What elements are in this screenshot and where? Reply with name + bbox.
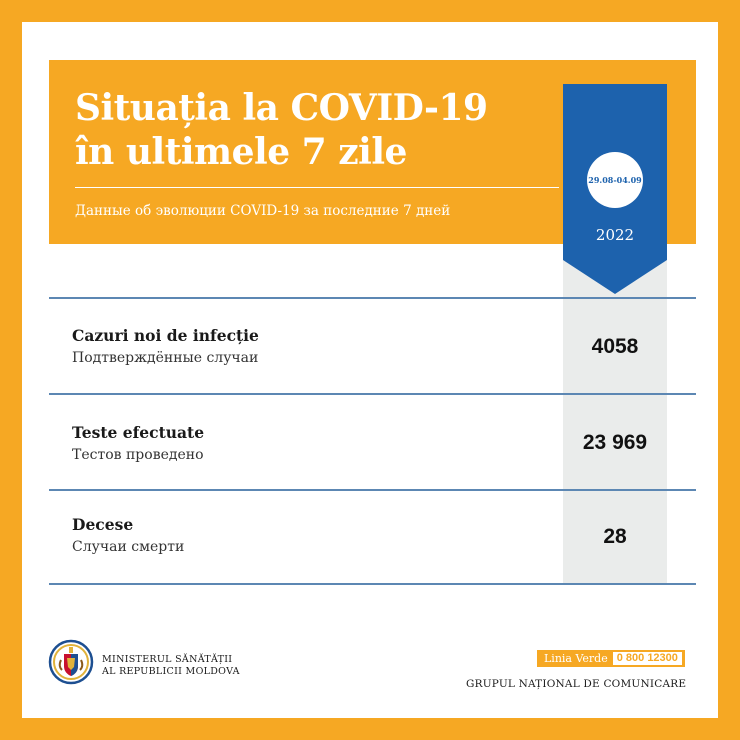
period-dates [587, 152, 643, 208]
stat-label-ru: Подтверждённые случаи [72, 350, 259, 366]
stat-value-cases: 4058 [591, 335, 639, 358]
subtitle: Данные об эволюции COVID-19 за последние 7 дней [75, 203, 451, 219]
ministry-line-2: AL REPUBLICII MOLDOVA [102, 666, 240, 677]
stat-label-ru: Тестов проведено [72, 447, 204, 463]
stat-label-deaths [72, 514, 184, 558]
hotline-label: Linia Verde [544, 652, 608, 665]
row-divider [49, 393, 696, 395]
stat-value-tests: 23 969 [582, 431, 648, 454]
title-line-1: Situația la COVID-19 [75, 87, 488, 129]
stat-label-tests [72, 422, 204, 466]
organization-name: GRUPUL NAȚIONAL DE COMUNICARE [466, 678, 687, 690]
row-divider [49, 489, 696, 491]
page-title [75, 86, 488, 174]
header-divider [75, 187, 559, 188]
period-dates-text: 29.08-04.09 [588, 175, 642, 185]
stat-label-ro: Decese [72, 515, 134, 534]
stat-label-ro: Cazuri noi de infecție [72, 326, 259, 345]
period-year: 2022 [595, 226, 635, 244]
stat-label-ro: Teste efectuate [72, 423, 205, 442]
stat-value-deaths: 28 [603, 525, 627, 548]
ministry-line-1: MINISTERUL SĂNĂTĂȚII [102, 654, 233, 665]
title-line-2: în ultimele 7 zile [75, 131, 407, 173]
stat-label-cases [72, 325, 259, 369]
row-divider [49, 297, 696, 299]
period-ribbon [563, 84, 667, 294]
moldova-coat-of-arms-icon [48, 636, 94, 688]
row-divider [49, 583, 696, 585]
infographic-card [22, 22, 718, 718]
hotline-badge [537, 650, 685, 667]
stat-label-ru: Случаи смерти [72, 539, 185, 555]
ministry-name [102, 654, 240, 678]
hotline-number: 0 800 12300 [613, 652, 682, 665]
